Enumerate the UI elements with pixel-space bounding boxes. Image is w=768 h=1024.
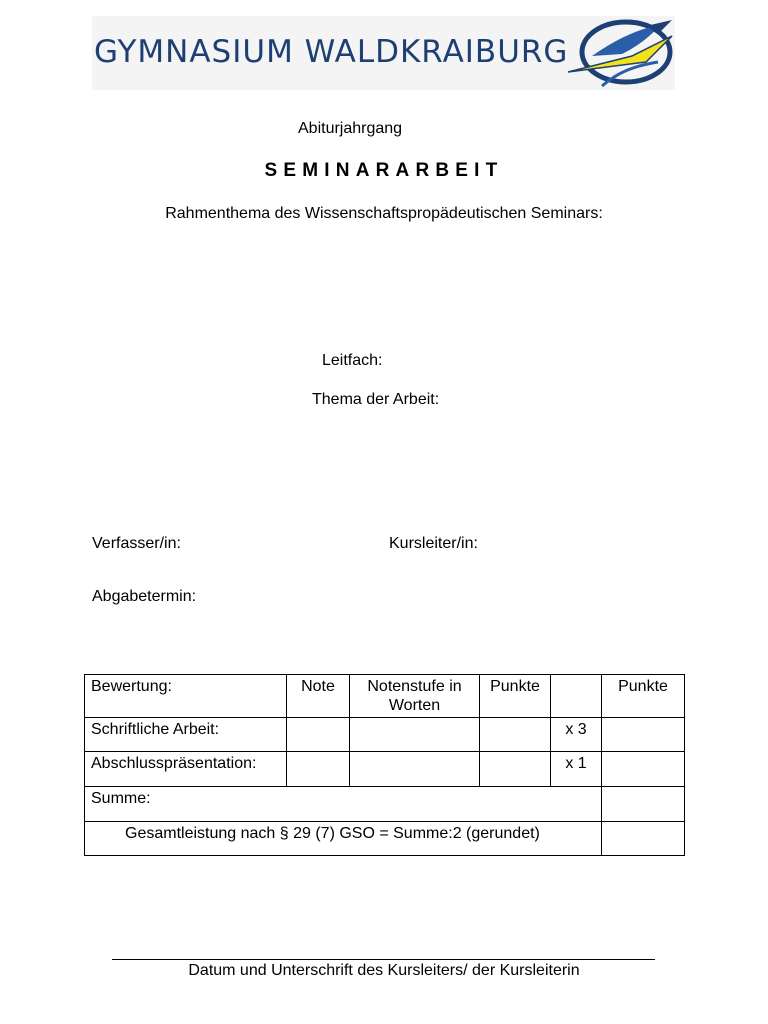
lead-subject-label: Leitfach: — [322, 352, 383, 369]
row-label-presentation: Abschlusspräsentation: — [85, 752, 287, 787]
cell-overall-value — [602, 822, 685, 856]
table-header-row — [85, 675, 685, 718]
sum-label: Summe: — [85, 787, 602, 822]
cell-points-written — [480, 718, 551, 752]
cell-total-written — [602, 718, 685, 752]
cell-grade-written — [287, 718, 350, 752]
header-grade: Note — [287, 675, 350, 718]
cell-total-presentation — [602, 752, 685, 787]
header-evaluation: Bewertung: — [85, 675, 287, 718]
grading-table — [84, 674, 685, 856]
course-leader-label: Kursleiter/in: — [389, 535, 478, 552]
due-date-label: Abgabetermin: — [92, 588, 197, 605]
cell-grade-presentation — [287, 752, 350, 787]
header-points: Punkte — [480, 675, 551, 718]
header-multiplier — [551, 675, 602, 718]
year-label: Abiturjahrgang — [298, 120, 403, 137]
header-grade-words-line2: Worten — [388, 697, 441, 714]
cell-sum-value — [602, 787, 685, 822]
header-grade-words — [350, 675, 480, 718]
overall-label: Gesamtleistung nach § 29 (7) GSO = Summe:2 (gerundet) — [85, 822, 602, 856]
multiplier-written: x 3 — [551, 718, 602, 752]
signature-label: Datum und Unterschrift des Kursleiters/ der Kursleiterin — [188, 962, 580, 979]
row-label-written: Schriftliche Arbeit: — [85, 718, 287, 752]
cell-points-presentation — [480, 752, 551, 787]
table-row-overall — [85, 822, 685, 856]
header-grade-words-line1: Notenstufe in — [367, 678, 462, 695]
swallow-logo-icon — [562, 16, 676, 92]
signature-line — [112, 959, 655, 960]
document-title: SEMINARARBEIT — [264, 160, 504, 181]
cell-grade-words-written — [350, 718, 480, 752]
table-row — [85, 718, 685, 752]
author-label: Verfasser/in: — [92, 535, 181, 552]
school-name: GYMNASIUM WALDKRAIBURG — [94, 34, 569, 70]
thesis-topic-label: Thema der Arbeit: — [312, 391, 440, 408]
cell-grade-words-presentation — [350, 752, 480, 787]
table-row-sum — [85, 787, 685, 822]
multiplier-presentation: x 1 — [551, 752, 602, 787]
frame-topic-label: Rahmenthema des Wissenschaftspropädeutischen Seminars: — [165, 205, 603, 222]
header-total-points: Punkte — [602, 675, 685, 718]
table-row — [85, 752, 685, 787]
